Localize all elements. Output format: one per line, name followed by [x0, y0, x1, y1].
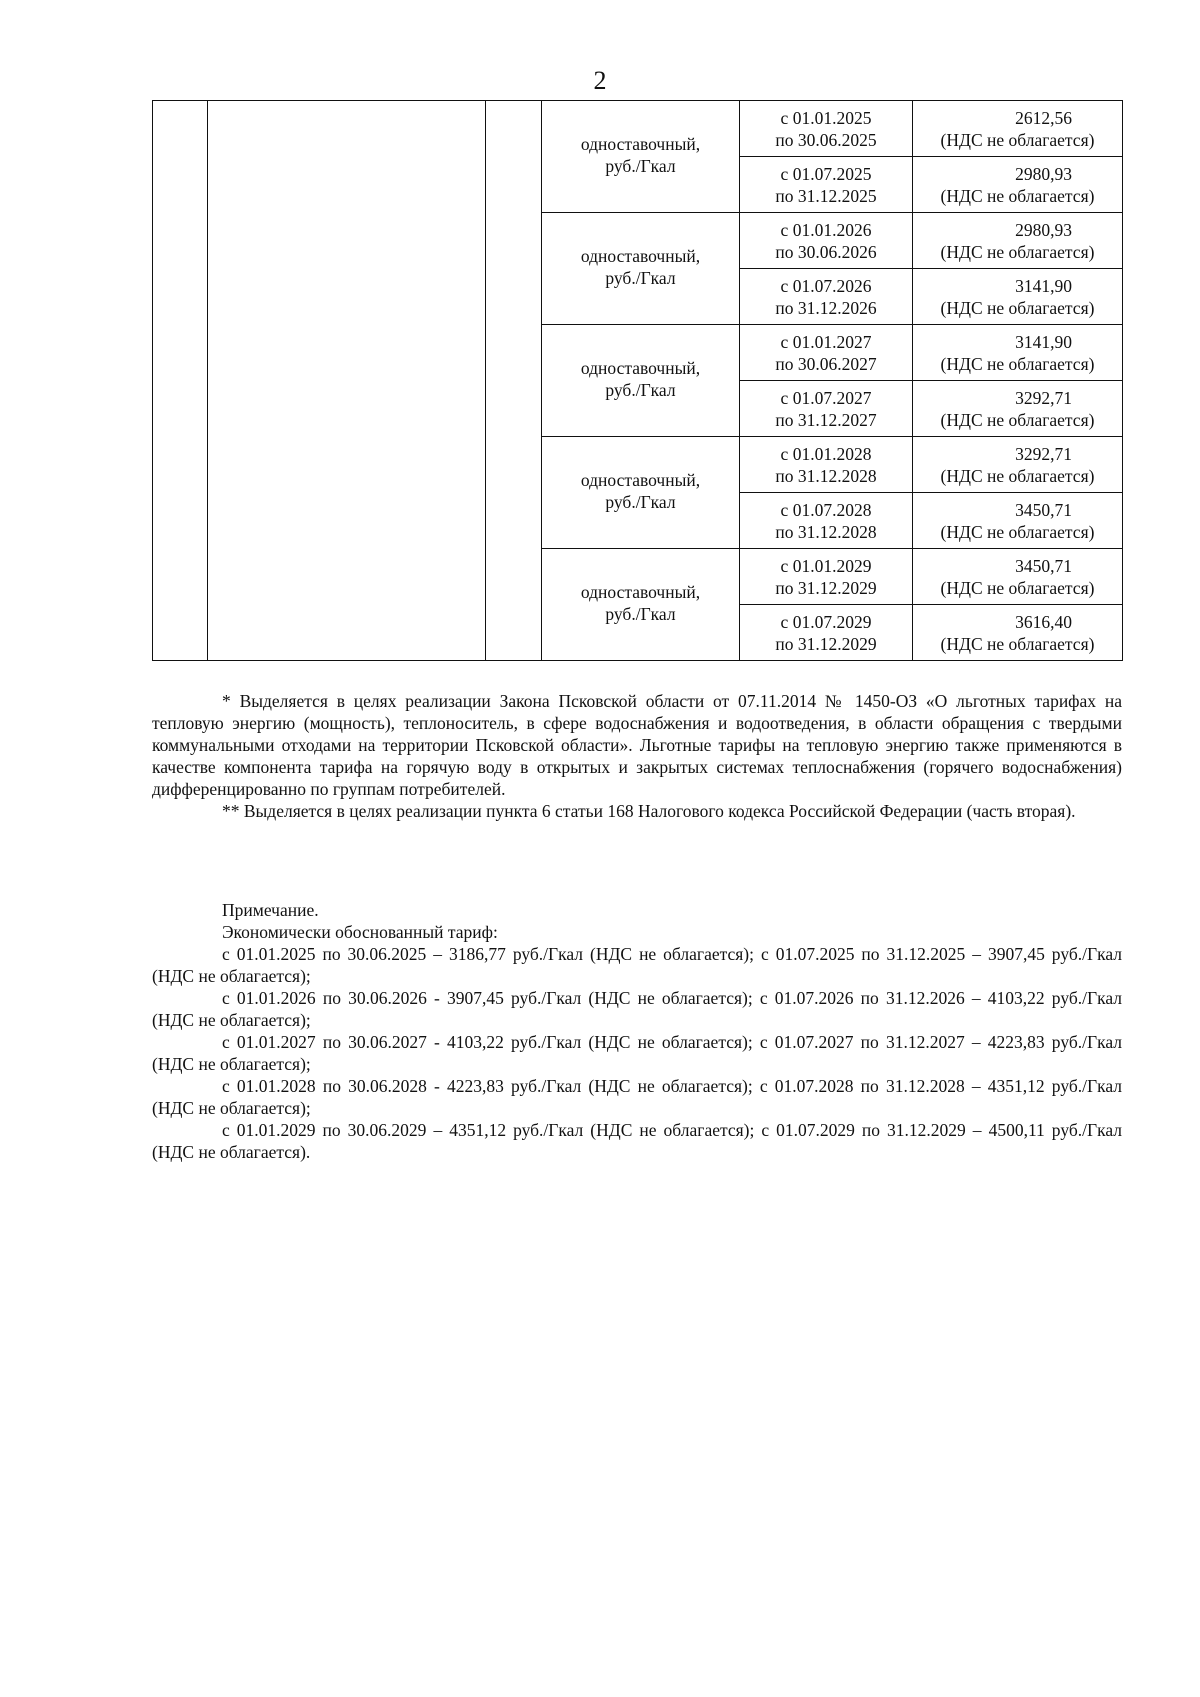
price-cell: [913, 437, 1123, 493]
table-row: [153, 101, 1123, 157]
rate-type: одноставочный,: [580, 133, 701, 154]
period-cell: [740, 157, 913, 213]
note-line: с 01.01.2029 по 30.06.2029 – 4351,12 руб./Гкал (НДС не облагается); с 01.07.2029 по 31.12.2029 – 4500,11 руб./Гкал (НДС не облагается).: [152, 1120, 1122, 1162]
price-cell: [913, 269, 1123, 325]
note-line: с 01.01.2026 по 30.06.2026 - 3907,45 руб./Гкал (НДС не облагается); с 01.07.2026 по 31.12.2026 – 4103,22 руб./Гкал (НДС не облагается);: [152, 988, 1122, 1030]
rate-type: одноставочный,: [580, 469, 701, 490]
note-line: с 01.01.2027 по 30.06.2027 - 4103,22 руб./Гкал (НДС не облагается); с 01.07.2027 по 31.12.2027 – 4223,83 руб./Гкал (НДС не облагается);: [152, 1032, 1122, 1074]
price-value: 3292,71: [1015, 443, 1072, 464]
period-to: по 30.06.2027: [775, 353, 877, 374]
price-cell: [913, 493, 1123, 549]
empty-col-b: [208, 101, 486, 661]
price-cell: [913, 213, 1123, 269]
note-line: с 01.01.2028 по 30.06.2028 - 4223,83 руб./Гкал (НДС не облагается); с 01.07.2028 по 31.12.2028 – 4351,12 руб./Гкал (НДС не облагается);: [152, 1076, 1122, 1118]
period-from: с 01.07.2028: [780, 499, 872, 520]
period-cell: [740, 325, 913, 381]
period-from: с 01.01.2026: [780, 219, 872, 240]
rate-type: одноставочный,: [580, 581, 701, 602]
rate-type-cell: [542, 213, 740, 325]
note-line: с 01.01.2025 по 30.06.2025 – 3186,77 руб./Гкал (НДС не облагается); с 01.07.2025 по 31.12.2025 – 3907,45 руб./Гкал (НДС не облагается);: [152, 944, 1122, 986]
price-value: 3141,90: [1015, 331, 1072, 352]
rate-type-cell: [542, 437, 740, 549]
period-from: с 01.01.2029: [780, 555, 872, 576]
footnotes: [152, 690, 1122, 822]
period-from: с 01.07.2026: [780, 275, 872, 296]
price-cell: [913, 549, 1123, 605]
period-to: по 31.12.2029: [775, 633, 877, 654]
period-cell: [740, 605, 913, 661]
period-cell: [740, 381, 913, 437]
vat-note: (НДС не облагается): [940, 409, 1095, 430]
period-from: с 01.01.2025: [780, 107, 872, 128]
rate-type: одноставочный,: [580, 245, 701, 266]
note-heading: Примечание.: [222, 900, 319, 920]
footnote-1: * Выделяется в целях реализации Закона Псковской области от 07.11.2014 № 1450-ОЗ «О льготных тарифах на тепловую энергию (мощность), теплоноситель, в сфере водоснабжения и водоотведения, в области обращения с твердыми коммунальными отходами на территории Псковской области». Льготные тарифы на тепловую энергию также применяются в качестве компонента тарифа на горячую воду в открытых и закрытых системах теплоснабжения (горячего водоснабжения) дифференцированно по группам потребителей.: [152, 691, 1122, 799]
note-subheading: Экономически обоснованный тариф:: [222, 922, 498, 942]
price-cell: [913, 605, 1123, 661]
price-value: 2980,93: [1015, 163, 1072, 184]
price-value: 3141,90: [1015, 275, 1072, 296]
period-cell: [740, 269, 913, 325]
period-cell: [740, 549, 913, 605]
vat-note: (НДС не облагается): [940, 129, 1095, 150]
rate-type-cell: [542, 101, 740, 213]
tariff-table-body: [153, 101, 1123, 661]
price-cell: [913, 157, 1123, 213]
empty-col-c: [486, 101, 542, 661]
rate-type-cell: [542, 549, 740, 661]
price-value: 3450,71: [1015, 555, 1072, 576]
page-number: 2: [593, 66, 607, 95]
vat-note: (НДС не облагается): [940, 577, 1095, 598]
vat-note: (НДС не облагается): [940, 521, 1095, 542]
price-cell: [913, 101, 1123, 157]
period-from: с 01.01.2028: [780, 443, 872, 464]
period-cell: [740, 437, 913, 493]
period-from: с 01.07.2029: [780, 611, 872, 632]
price-value: 2980,93: [1015, 219, 1072, 240]
period-to: по 31.12.2027: [775, 409, 877, 430]
period-to: по 31.12.2026: [775, 297, 877, 318]
period-to: по 31.12.2028: [775, 521, 877, 542]
price-value: 3616,40: [1015, 611, 1072, 632]
period-from: с 01.07.2025: [780, 163, 872, 184]
rate-unit: руб./Гкал: [605, 491, 676, 512]
footnote-2: ** Выделяется в целях реализации пункта 6 статьи 168 Налогового кодекса Российской Федерации (часть вторая).: [222, 801, 1076, 821]
vat-note: (НДС не облагается): [940, 185, 1095, 206]
period-to: по 31.12.2028: [775, 465, 877, 486]
vat-note: (НДС не облагается): [940, 241, 1095, 262]
period-cell: [740, 493, 913, 549]
rate-unit: руб./Гкал: [605, 155, 676, 176]
price-cell: [913, 381, 1123, 437]
tariff-table: [152, 100, 1123, 661]
empty-col-a: [153, 101, 208, 661]
period-from: с 01.01.2027: [780, 331, 872, 352]
vat-note: (НДС не облагается): [940, 633, 1095, 654]
price-value: 2612,56: [1015, 107, 1072, 128]
vat-note: (НДС не облагается): [940, 297, 1095, 318]
rate-unit: руб./Гкал: [605, 267, 676, 288]
period-to: по 31.12.2025: [775, 185, 877, 206]
period-to: по 30.06.2025: [775, 129, 877, 150]
period-cell: [740, 213, 913, 269]
period-from: с 01.07.2027: [780, 387, 872, 408]
period-cell: [740, 101, 913, 157]
period-to: по 30.06.2026: [775, 241, 877, 262]
period-to: по 31.12.2029: [775, 577, 877, 598]
rate-type: одноставочный,: [580, 357, 701, 378]
vat-note: (НДС не облагается): [940, 353, 1095, 374]
price-value: 3292,71: [1015, 387, 1072, 408]
rate-type-cell: [542, 325, 740, 437]
price-cell: [913, 325, 1123, 381]
vat-note: (НДС не облагается): [940, 465, 1095, 486]
price-value: 3450,71: [1015, 499, 1072, 520]
rate-unit: руб./Гкал: [605, 603, 676, 624]
note-block: [152, 899, 1122, 1163]
rate-unit: руб./Гкал: [605, 379, 676, 400]
